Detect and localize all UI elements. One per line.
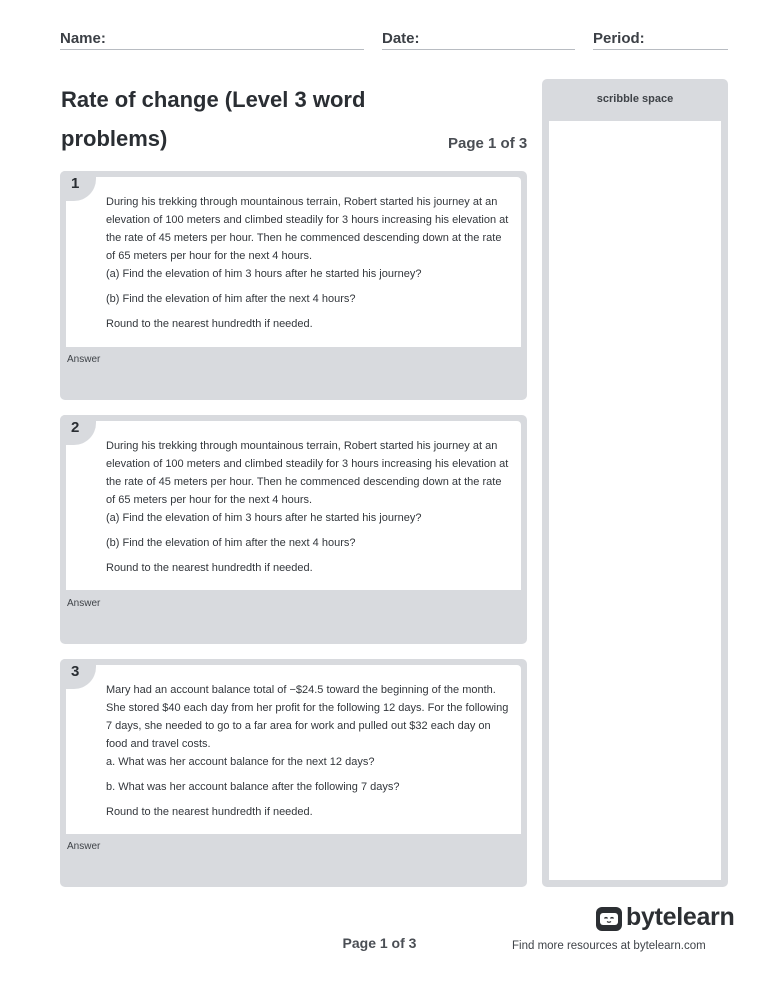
scribble-area[interactable] [549,121,721,880]
name-field[interactable] [60,30,364,50]
date-label: Date: [382,30,420,47]
period-field[interactable] [593,30,728,50]
question-body: During his trekking through mountainous terrain, Robert started his journey at an elevation of 100 meters and climbed steadily for 3 hours increasing his elevation at the rate of 45 meters per hour. Then he commenced descending down at the rate of 65 meters per hour for the next 4 hours. [106,196,509,262]
question-body: Mary had an account balance total of −$24.5 toward the beginning of the month. She stored $40 each day from her profit for the following 12 days. For the following 7 days, she needed to go to a far area for work and pulled out $32 each day on food and travel costs. [106,684,509,750]
period-label: Period: [593,30,645,47]
question-card-2 [60,415,527,644]
question-number: 1 [71,175,80,192]
question-body: During his trekking through mountainous terrain, Robert started his journey at an elevation of 100 meters and climbed steadily for 3 hours increasing his elevation at the rate of 45 meters per hour. Then he commenced descending down at the rate of 65 meters per hour for the next 4 hours. [106,440,509,506]
question-card-1 [60,171,527,400]
name-label: Name: [60,30,106,47]
question-text [106,437,511,577]
question-body-box [66,421,521,590]
brand-name: bytelearn [626,903,735,931]
question-part-a: a. What was her account balance for the next 12 days? [106,756,375,768]
answer-area[interactable]: Answer [67,598,101,609]
question-part-a: (a) Find the elevation of him 3 hours after he started his journey? [106,268,422,280]
question-number: 3 [71,663,80,680]
page-title: Rate of change (Level 3 word problems) [61,87,366,151]
bytelearn-logo-icon [596,907,622,931]
question-body-box [66,177,521,347]
question-card-3 [60,659,527,887]
date-field[interactable] [382,30,575,50]
question-part-b: b. What was her account balance after the following 7 days? [106,781,400,793]
round-note: Round to the nearest hundredth if needed. [106,806,313,818]
resources-link[interactable]: Find more resources at bytelearn.com [512,940,706,952]
question-part-a: (a) Find the elevation of him 3 hours after he started his journey? [106,512,422,524]
question-text [106,193,511,333]
page-indicator-bottom: Page 1 of 3 [342,935,417,951]
scribble-panel [542,79,728,887]
question-number: 2 [71,419,80,436]
round-note: Round to the nearest hundredth if needed. [106,562,313,574]
question-part-b: (b) Find the elevation of him after the next 4 hours? [106,537,356,549]
question-text [106,681,511,821]
answer-area[interactable]: Answer [67,841,101,852]
round-note: Round to the nearest hundredth if needed. [106,318,313,330]
scribble-label: scribble space [596,93,674,105]
page-indicator-top: Page 1 of 3 [448,135,528,152]
question-body-box [66,665,521,834]
answer-area[interactable]: Answer [67,354,101,365]
question-part-b: (b) Find the elevation of him after the next 4 hours? [106,293,356,305]
